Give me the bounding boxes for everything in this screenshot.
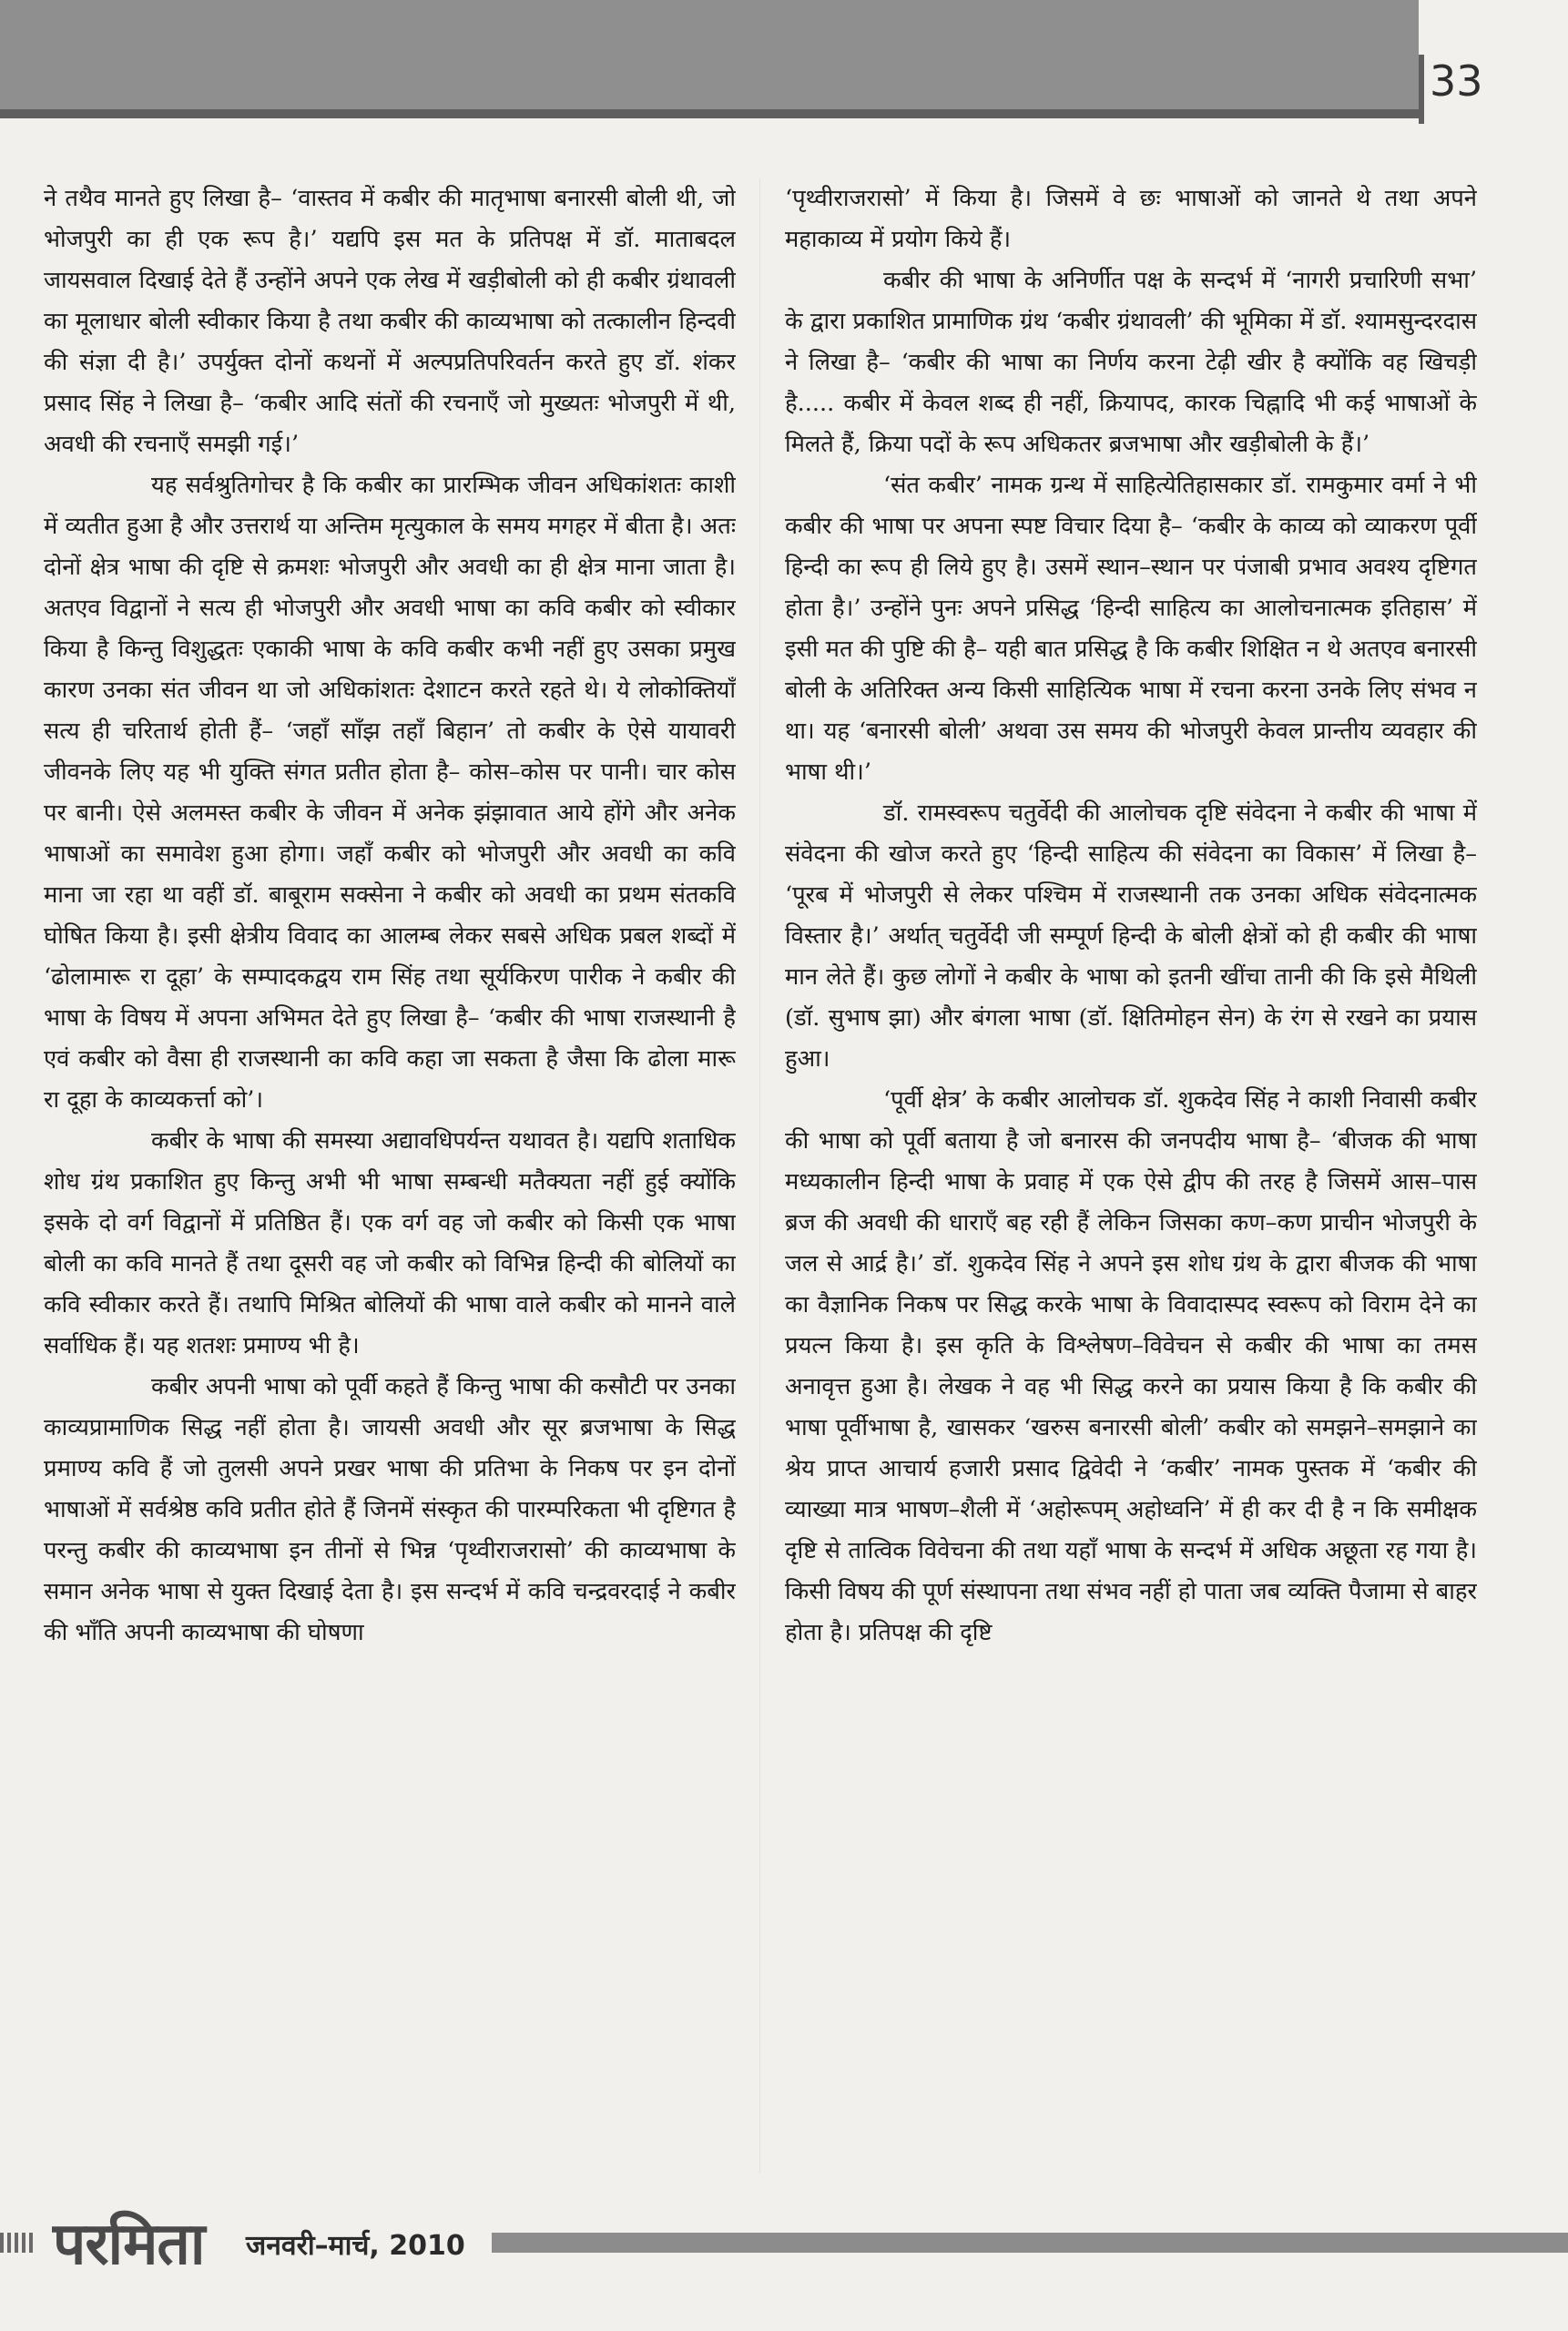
magazine-logo: परमिता <box>53 2211 205 2278</box>
header-stripe <box>0 109 1419 118</box>
right-column <box>785 178 1477 2173</box>
right-paragraph-3: ‘संत कबीर’ नामक ग्रन्थ में साहित्येतिहासकार डॉ. रामकुमार वर्मा ने भी कबीर की भाषा पर अपना स्पष्ट विचार दिया है– ‘कबीर के काव्य को व्याकरण पूर्वी हिन्दी का रूप ही लिये हुए है। उसमें स्थान–स्थान पर पंजाबी प्रभाव अवश्य दृष्टिगत होता है।’ उन्होंने पुनः अपने प्रसिद्ध ‘हिन्दी साहित्य का आलोचनात्मक इतिहास’ में इसी मत की पुष्टि की है– यही बात प्रसिद्ध है कि कबीर शिक्षित न थे अतएव बनारसी बोली के अतिरिक्त अन्य किसी साहित्यिक भाषा में रचना करना उनके लिए संभव न था। यह ‘बनारसी बोली’ अथवा उस समय की भोजपुरी केवल प्रान्तीय व्यवहार की भाषा थी।’ <box>785 472 1477 786</box>
left-paragraph-2: यह सर्वश्रुतिगोचर है कि कबीर का प्रारम्भिक जीवन अधिकांशतः काशी में व्यतीत हुआ है और उत्तरार्थ या अन्तिम मृत्युकाल के समय मगहर में बीता है। अतः दोनों क्षेत्र भाषा की दृष्टि से क्रमशः भोजपुरी और अवधी का ही क्षेत्र माना जाता है। अतएव विद्वानों ने सत्य ही भोजपुरी और अवधी भाषा का कवि कबीर को स्वीकार किया है किन्तु विशुद्धतः एकाकी भाषा के कवि कबीर कभी नहीं हुए उसका प्रमुख कारण उनका संत जीवन था जो अधिकांशतः देशाटन करते रहते थे। ये लोकोक्तियाँ सत्य ही चरितार्थ होती हैं– ‘जहाँ साँझ तहाँ बिहान’ तो कबीर के ऐसे यायावरी जीवनके लिए यह भी युक्ति संगत प्रतीत होता है– कोस–कोस पर पानी। चार कोस पर बानी। ऐसे अलमस्त कबीर के जीवन में अनेक झंझावात आये होंगे और अनेक भाषाओं का समावेश हुआ होगा। जहाँ कबीर को भोजपुरी और अवधी का कवि माना जा रहा था वहीं डॉ. बाबूराम सक्सेना ने कबीर को अवधी का प्रथम संतकवि घोषित किया है। इसी क्षेत्रीय विवाद का आलम्ब लेकर सबसे अधिक प्रबल शब्दों में ‘ढोलामारू रा दूहा’ के सम्पादकद्वय राम सिंह तथा सूर्यकिरण पारीक ने कबीर की भाषा के विषय में अपना अभिमत देते हुए लिखा है– ‘कबीर की भाषा राजस्थानी है एवं कबीर को वैसा ही राजस्थानी का कवि कहा जा सकता है जैसा कि ढोला मारू रा दूहा के काव्यकर्त्ता को’। <box>44 472 736 1114</box>
right-paragraph-1: ‘पृथ्वीराजरासो’ में किया है। जिसमें वे छः भाषाओं को जानते थे तथा अपने महाकाव्य में प्रयोग किये हैं। <box>785 185 1477 253</box>
footer-rule-left <box>0 2233 36 2253</box>
left-paragraph-3: कबीर के भाषा की समस्या अद्यावधिपर्यन्त यथावत है। यद्यपि शताधिक शोध ग्रंथ प्रकाशित हुए किन्तु अभी भी भाषा सम्बन्धी मतैक्यता नहीं हुई क्योंकि इसके दो वर्ग विद्वानों में प्रतिष्ठित हैं। एक वर्ग वह जो कबीर को किसी एक भाषा बोली का कवि मानते हैं तथा दूसरी वह जो कबीर को विभिन्न हिन्दी की बोलियों का कवि स्वीकार करते हैं। तथापि मिश्रित बोलियों की भाषा वाले कबीर को मानने वाले सर्वाधिक हैं। यह शतशः प्रमाण्य भी है। <box>44 1127 736 1359</box>
issue-date: जनवरी–मार्च, 2010 <box>246 2230 465 2262</box>
left-column <box>44 178 736 2173</box>
column-gutter <box>759 178 760 2173</box>
page-number: 33 <box>1430 56 1483 106</box>
right-paragraph-5: ‘पूर्वी क्षेत्र’ के कबीर आलोचक डॉ. शुकदेव सिंह ने काशी निवासी कबीर की भाषा को पूर्वी बताया है जो बनारस की जनपदीय भाषा है– ‘बीजक की भाषा मध्यकालीन हिन्दी भाषा के प्रवाह में एक ऐसे द्वीप की तरह है जिसमें आस–पास ब्रज की अवधी की धाराएँ बह रही हैं लेकिन जिसका कण–कण प्राचीन भोजपुरी के जल से आर्द्र है।’ डॉ. शुकदेव सिंह ने अपने इस शोध ग्रंथ के द्वारा बीजक की भाषा का वैज्ञानिक निकष पर सिद्ध करके भाषा के विवादास्पद स्वरूप को विराम देने का प्रयत्न किया है। इस कृति के विश्लेषण–विवेचन से कबीर की भाषा का तमस अनावृत्त हुआ है। लेखक ने वह भी सिद्ध करने का प्रयास किया है कि कबीर की भाषा पूर्वीभाषा है, खासकर ‘खरुस बनारसी बोली’ कबीर को समझने–समझाने का श्रेय प्राप्त आचार्य हजारी प्रसाद द्विवेदी ने ‘कबीर’ नामक पुस्तक में ‘कबीर की व्याख्या मात्र भाषण–शैली में ‘अहोरूपम् अहोध्वनि’ में ही कर दी है न कि समीक्षक दृष्टि से तात्विक विवेचना की तथा यहाँ भाषा के सन्दर्भ में अधिक अछूता रह गया है। किसी विषय की पूर्ण संस्थापना तथा संभव नहीं हो पाता जब व्यक्ति पैजामा से बाहर होता है। प्रतिपक्ष की दृष्टि <box>785 1086 1477 1646</box>
left-paragraph-4: कबीर अपनी भाषा को पूर्वी कहते हैं किन्तु भाषा की कसौटी पर उनका काव्यप्रामाणिक सिद्ध नहीं होता है। जायसी अवधी और सूर ब्रजभाषा के सिद्ध प्रमाण्य कवि हैं जो तुलसी अपने प्रखर भाषा की प्रतिभा के निकष पर इन दोनों भाषाओं में सर्वश्रेष्ठ कवि प्रतीत होते हैं जिनमें संस्कृत की पारम्परिकता भी दृष्टिगत है परन्तु कबीर की काव्यभाषा इन तीनों से भिन्न ‘पृथ्वीराजरासो’ की काव्यभाषा के समान अनेक भाषा से युक्त दिखाई देता है। इस सन्दर्भ में कवि चन्द्रवरदाई ने कबीर की भाँति अपनी काव्यभाषा की घोषणा <box>44 1373 736 1646</box>
left-paragraph-1: ने तथैव मानते हुए लिखा है– ‘वास्तव में कबीर की मातृभाषा बनारसी बोली थी, जो भोजपुरी का ही एक रूप है।’ यद्यपि इस मत के प्रतिपक्ष में डॉ. माताबदल जायसवाल दिखाई देते हैं उन्होंने अपने एक लेख में खड़ीबोली को ही कबीर ग्रंथावली का मूलाधार बोली स्वीकार किया है तथा कबीर की काव्यभाषा को तत्कालीन हिन्दवी की संज्ञा दी है।’ उपर्युक्त दोनों कथनों में अल्पप्रतिपरिवर्तन करते हुए डॉ. शंकर प्रसाद सिंह ने लिखा है– ‘कबीर आदि संतों की रचनाएँ जो मुख्यतः भोजपुरी में थी, अवधी की रचनाएँ समझी गई।’ <box>44 185 736 458</box>
footer-rule-right <box>492 2233 1568 2253</box>
right-paragraph-4: डॉ. रामस्वरूप चतुर्वेदी की आलोचक दृष्टि संवेदना ने कबीर की भाषा में संवेदना की खोज करते हुए ‘हिन्दी साहित्य की संवेदना का विकास’ में लिखा है– ‘पूरब में भोजपुरी से लेकर पश्चिम में राजस्थानी तक उनका अधिक संवेदनात्मक विस्तार है।’ अर्थात् चतुर्वेदी जी सम्पूर्ण हिन्दी के बोली क्षेत्रों को ही कबीर की भाषा मान लेते हैं। कुछ लोगों ने कबीर के भाषा को इतनी खींचा तानी की कि इसे मैथिली (डॉ. सुभाष झा) और बंगला भाषा (डॉ. क्षितिमोहन सेन) के रंग से रखने का प्रयास हुआ। <box>785 799 1477 1073</box>
right-paragraph-2: कबीर की भाषा के अनिर्णीत पक्ष के सन्दर्भ में ‘नागरी प्रचारिणी सभा’ के द्वारा प्रकाशित प्रामाणिक ग्रंथ ‘कबीर ग्रंथावली’ की भूमिका में डॉ. श्यामसुन्दरदास ने लिखा है– ‘कबीर की भाषा का निर्णय करना टेढ़ी खीर है क्योंकि वह खिचड़ी है..... कबीर में केवल शब्द ही नहीं, क्रियापद, कारक चिह्नादि भी कई भाषाओं के मिलते हैं, क्रिया पदों के रूप अधिकतर ब्रजभाषा और खड़ीबोली के हैं।’ <box>785 267 1477 458</box>
header-band <box>0 0 1419 118</box>
